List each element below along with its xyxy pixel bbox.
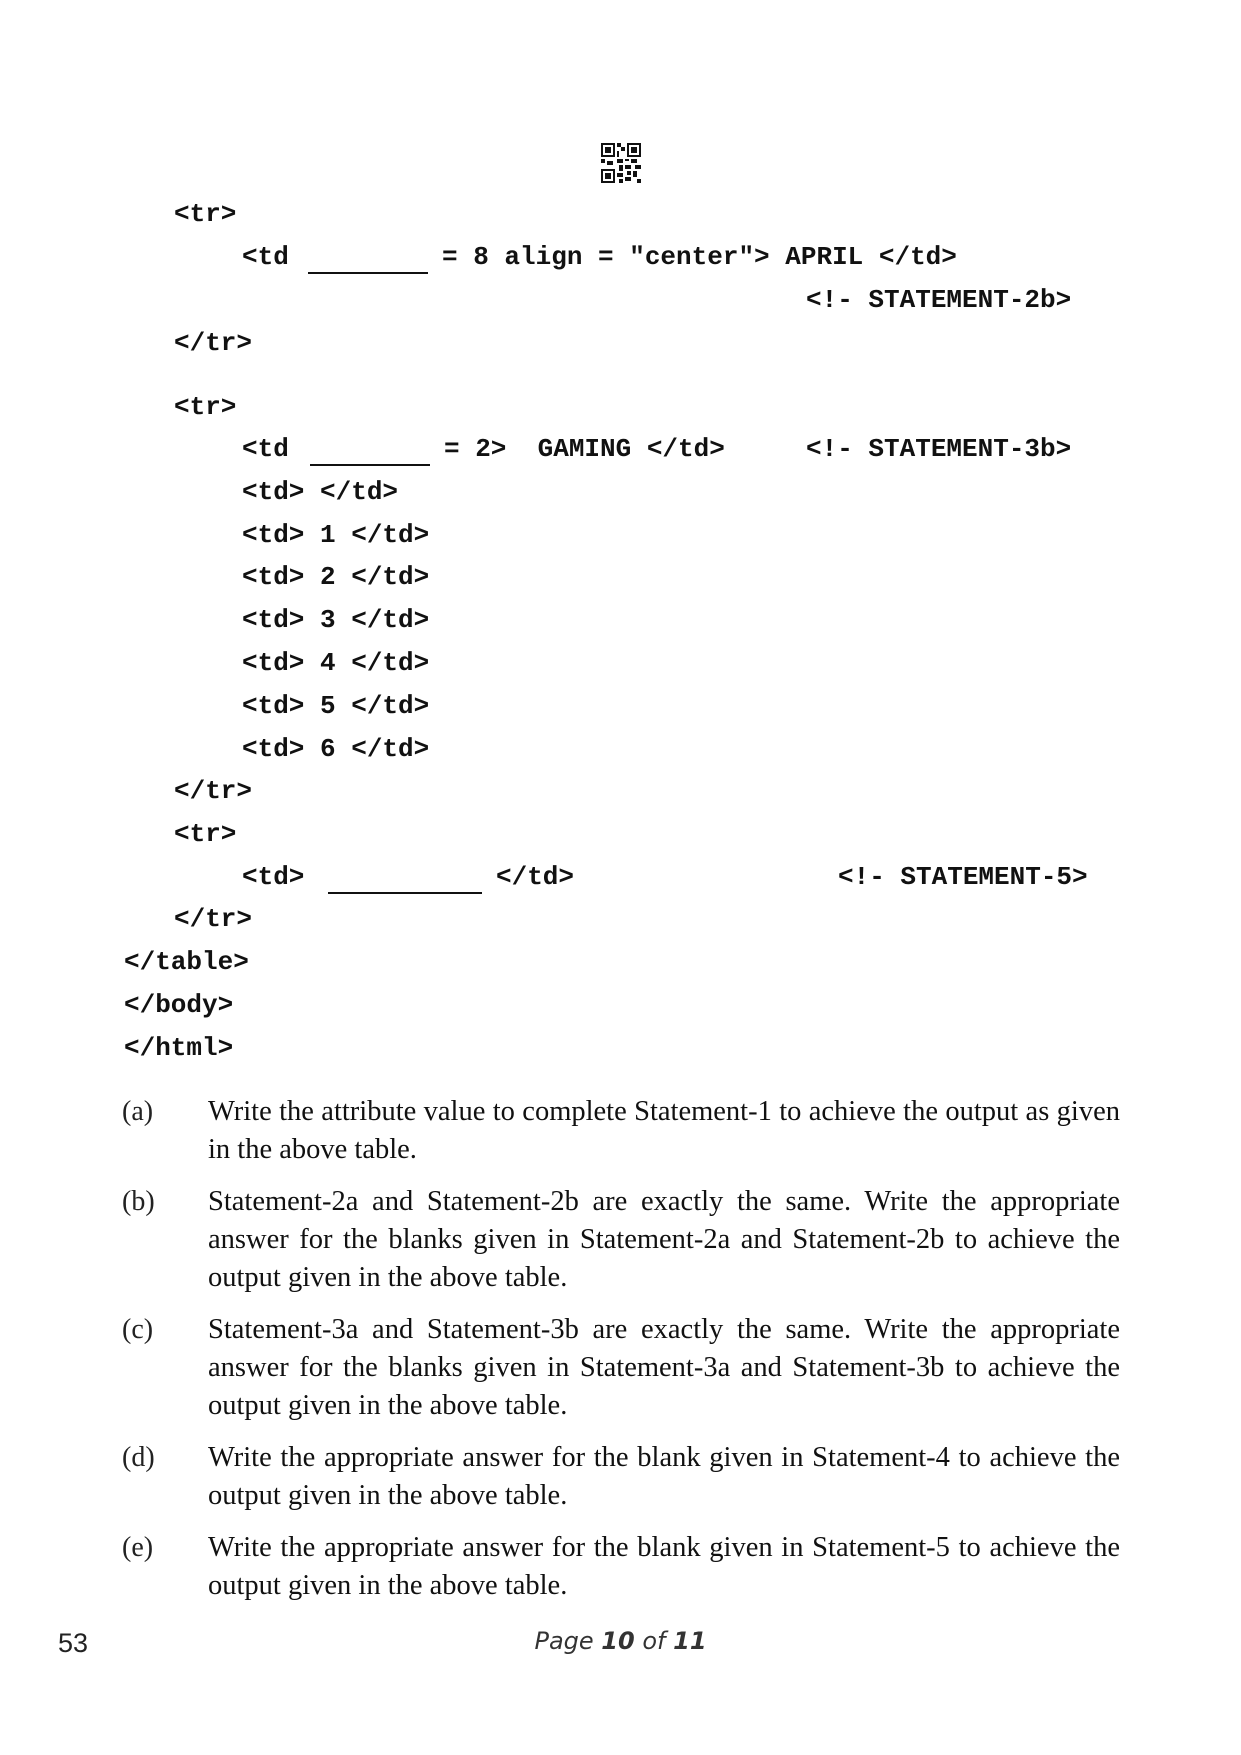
question-text: Write the attribute value to complete Statement-1 to achieve the output as given in the above table. [208,1096,1120,1165]
code-line-tr-close: </tr> [174,904,253,934]
comment-statement-2b: <!- STATEMENT-2b> [806,285,1072,315]
code-line-td-gaming: = 2> GAMING </td> [444,434,725,464]
code-line-td-1: <td> 1 </td> [242,520,430,550]
code-line-table-close: </table> [124,947,249,977]
blank-statement-3b [310,464,430,466]
code-line-td-4: <td> 4 </td> [242,648,430,678]
question-label: (b) [122,1186,155,1217]
question-label: (c) [122,1314,154,1345]
code-line-td-statement-3b: <td [242,434,289,464]
question-label: (a) [122,1096,154,1127]
footer-current-page: 10 [601,1627,635,1655]
code-line-td-april: = 8 align = "center"> APRIL </td> [442,242,957,272]
question-label: (e) [122,1532,154,1563]
question-text: Write the appropriate answer for the blank given in Statement-5 to achieve the output given in the above table. [208,1532,1120,1601]
comment-statement-5: <!- STATEMENT-5> [838,862,1088,892]
page-number: 53 [58,1628,89,1658]
blank-statement-5 [328,892,482,894]
code-line-td-3: <td> 3 </td> [242,605,430,635]
code-line-td-statement-5: <td> [242,862,305,892]
code-line-tr-open: <tr> [174,819,237,849]
code-line-td-6: <td> 6 </td> [242,734,430,764]
question-label: (d) [122,1442,155,1473]
code-line-tr-close: </tr> [174,328,253,358]
code-line-tr-close: </tr> [174,776,253,806]
code-line-td-5: <td> 5 </td> [242,691,430,721]
blank-statement-2b [308,272,428,274]
code-line-td-empty: <td> </td> [242,477,399,507]
code-line-td-2: <td> 2 </td> [242,562,430,592]
code-line-tr-open: <tr> [174,392,237,422]
footer-total-pages: 11 [673,1627,707,1655]
code-line-td-statement-2b: <td [242,242,289,272]
footer-prefix: Page [534,1627,594,1655]
question-text: Write the appropriate answer for the blank given in Statement-4 to achieve the output given in the above table. [208,1442,1120,1511]
code-line-html-close: </html> [124,1033,234,1063]
page-footer [0,1627,1241,1655]
code-line-tr-open: <tr> [174,199,237,229]
qr-code-icon [601,143,641,183]
footer-of: of [642,1627,666,1655]
code-line-body-close: </body> [124,990,234,1020]
code-line-td-close: </td> [496,862,575,892]
question-text: Statement-2a and Statement-2b are exactly the same. Write the appropriate answer for the blanks given in Statement-2a and Statement-2b to achieve the output given in the above table. [208,1186,1120,1293]
comment-statement-3b: <!- STATEMENT-3b> [806,434,1072,464]
question-text: Statement-3a and Statement-3b are exactly the same. Write the appropriate answer for the blanks given in Statement-3a and Statement-3b to achieve the output given in the above table. [208,1314,1120,1421]
